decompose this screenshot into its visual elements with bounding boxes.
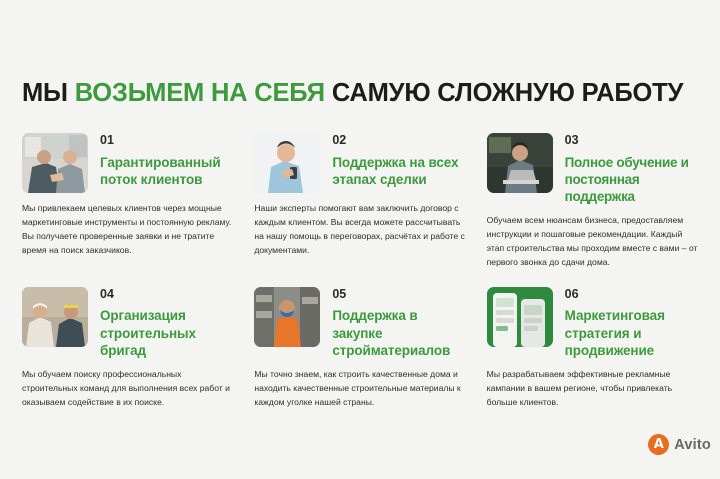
headline-part-2: САМУЮ СЛОЖНУЮ РАБОТУ bbox=[324, 79, 684, 108]
photo-man-with-phone-icon bbox=[254, 133, 320, 193]
photo-man-at-laptop-icon bbox=[487, 133, 553, 193]
benefit-card bbox=[254, 287, 465, 410]
card-heading-block bbox=[565, 133, 698, 205]
card-header bbox=[22, 133, 233, 193]
headline-accent: ВОЗЬМЕМ НА СЕБЯ bbox=[74, 79, 325, 108]
card-thumbnail bbox=[22, 133, 88, 193]
card-title: Гарантированный поток клиентов bbox=[100, 154, 221, 187]
card-number: 02 bbox=[332, 133, 347, 147]
card-description: Мы разрабатываем эффективные рекламные кампании в вашем регионе, чтобы привлекать больше клиентов. bbox=[486, 369, 673, 408]
card-thumbnail bbox=[487, 287, 553, 347]
card-heading-block bbox=[332, 287, 465, 359]
card-heading-block bbox=[565, 287, 698, 359]
photo-workers-site-icon bbox=[22, 287, 88, 347]
benefit-card bbox=[487, 287, 698, 410]
card-title: Полное обучение и постоянная поддержка bbox=[564, 154, 689, 205]
photo-phones-app-icon bbox=[487, 287, 553, 347]
card-number: 06 bbox=[564, 286, 579, 301]
card-header bbox=[254, 133, 465, 193]
card-description: Мы обучаем поиску профессиональных строительных команд для выполнения всех работ и оказываем содействие в их поиске. bbox=[22, 369, 230, 408]
page-title bbox=[22, 79, 698, 107]
card-heading-block bbox=[100, 287, 233, 359]
card-heading-block bbox=[332, 133, 465, 188]
card-description: Мы точно знаем, как строить качественные дома и находить качественные строительные материалы к каждом уголке нашей страны. bbox=[254, 369, 461, 408]
card-header bbox=[487, 287, 698, 359]
photo-handshake-office-icon bbox=[22, 133, 88, 193]
benefit-card bbox=[487, 133, 698, 270]
card-number: 05 bbox=[332, 286, 347, 301]
card-description: Мы привлекаем целевых клиентов через мощные маркетинговые инструменты и постоянную рекламу. Вы получаете проверенные заявки и не тратите время на поиск заказчиков. bbox=[22, 203, 232, 255]
benefit-card bbox=[22, 287, 233, 410]
card-heading-block bbox=[100, 133, 233, 188]
card-header bbox=[254, 287, 465, 359]
card-title: Поддержка на всех этапах сделки bbox=[332, 154, 459, 187]
card-thumbnail bbox=[22, 287, 88, 347]
card-title: Маркетинговая стратегия и продвижение bbox=[564, 308, 665, 359]
card-thumbnail bbox=[487, 133, 553, 193]
avito-watermark-label: Avito bbox=[674, 436, 711, 453]
card-number: 04 bbox=[100, 286, 114, 301]
card-description: Обучаем всем нюансам бизнеса, предоставляем инструкции и пошаговые рекомендации. Каждый этап строительства мы проходим вместе с вами – от первого звонка до сдачи дома. bbox=[486, 215, 698, 268]
benefit-card-grid bbox=[22, 133, 698, 410]
card-thumbnail bbox=[254, 287, 320, 347]
card-number: 01 bbox=[100, 133, 114, 147]
card-title: Организация строительных бригад bbox=[100, 308, 196, 359]
benefit-card bbox=[22, 133, 233, 270]
card-title: Поддержка в закупке стройматериалов bbox=[332, 308, 451, 359]
card-number: 03 bbox=[564, 133, 579, 147]
card-header bbox=[22, 287, 233, 359]
benefit-card bbox=[254, 133, 465, 270]
headline-part-1: МЫ bbox=[22, 79, 75, 108]
card-header bbox=[487, 133, 698, 205]
avito-logo-icon: A bbox=[648, 434, 669, 455]
card-description: Наши эксперты помогают вам заключить договор с каждым клиентом. Вы всегда можете рассчитывать на нашу помощь в переговорах, расчётах и работе с документами. bbox=[254, 203, 465, 255]
card-thumbnail bbox=[254, 133, 320, 193]
avito-watermark bbox=[648, 434, 711, 455]
photo-warehouse-worker-icon bbox=[254, 287, 320, 347]
